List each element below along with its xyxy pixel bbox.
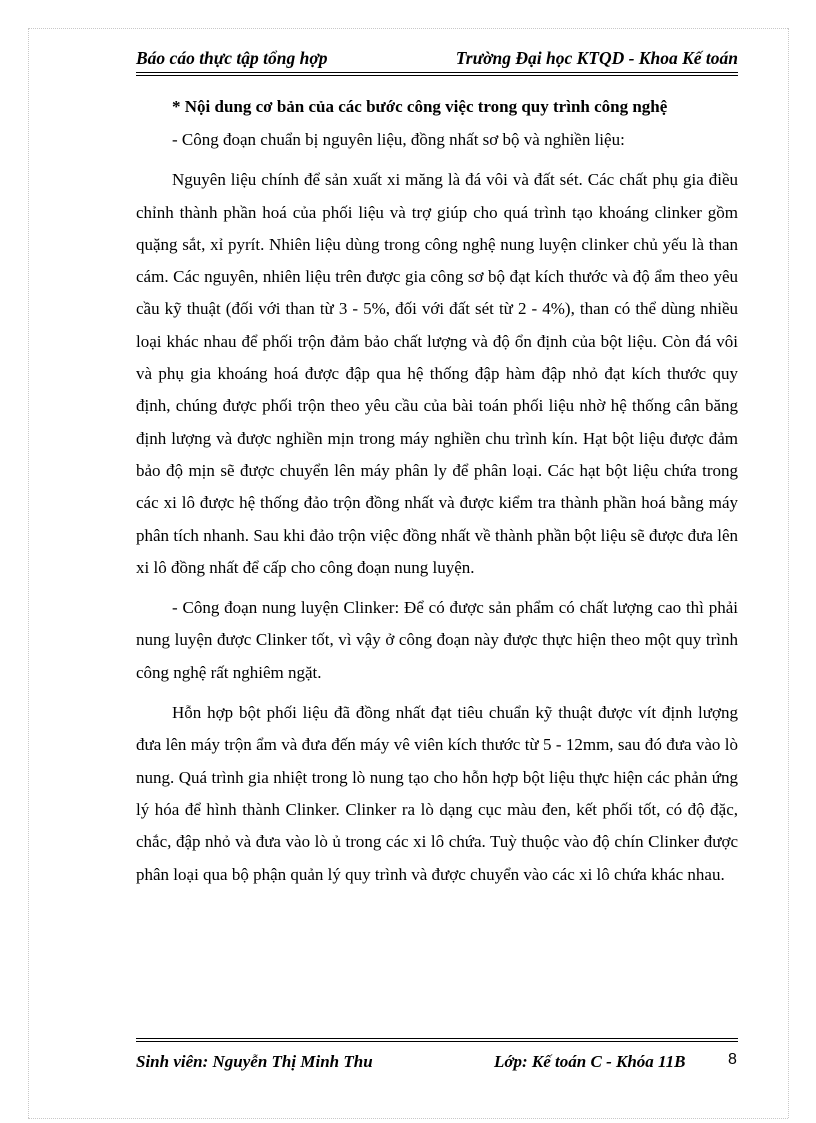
header-report-title: Báo cáo thực tập tổng hợp (136, 48, 328, 68)
header-rule (136, 72, 738, 76)
page-footer (136, 1038, 738, 1078)
paragraph-clinker-process: Hỗn hợp bột phối liệu đã đồng nhất đạt tiêu chuẩn kỹ thuật được vít định lượng đưa lên máy trộn ẩm và đưa đến máy vê viên kích thước từ 5 - 12mm, sau đó đưa vào lò nung. Quá trình gia nhiệt trong lò nung tạo cho hỗn hợp bột liệu thực hiện các phản ứng lý hóa để hình thành Clinker. Clinker ra lò dạng cục màu đen, kết phối tốt, có độ đặc, chắc, đập nhỏ và đưa vào lò ủ trong các xi lô chứa. Tuỳ thuộc vào độ chín Clinker được phân loại qua bộ phận quản lý quy trình và được chuyển vào các xi lô chứa khác nhau. (136, 703, 738, 884)
page-number: 8 (728, 1051, 737, 1068)
paragraph-prep-heading: - Công đoạn chuẩn bị nguyên liệu, đồng nhất sơ bộ và nghiền liệu: (172, 130, 625, 149)
page-content (136, 90, 738, 891)
paragraph-raw-materials: Nguyên liệu chính để sản xuất xi măng là đá vôi và đất sét. Các chất phụ gia điều chỉnh thành phần hoá của phối liệu và trợ giúp cho quá trình tạo khoáng clinker gồm quặng sắt, xỉ pyrít. Nhiên liệu dùng trong công nghệ nung luyện clinker chủ yếu là than cám. Các nguyên, nhiên liệu trên được gia công sơ bộ đạt kích thước và độ ẩm theo yêu cầu kỹ thuật (đối với than từ 3 - 5%, đối với đất sét từ 2 - 4%), than có thể dùng nhiều loại khác nhau để phối trộn đảm bảo chất lượng và độ ổn định của bột liệu. Còn đá vôi và phụ gia khoáng hoá được đập qua hệ thống đập hàm đập nhỏ đạt kích thước quy định, chúng được phối trộn theo yêu cầu của bài toán phối liệu nhờ hệ thống cân băng định lượng và được nghiền mịn trong máy nghiền chu trình kín. Hạt bột liệu được đảm bảo độ mịn sẽ được chuyển lên máy phân ly để phân loại. Các hạt bột liệu chứa trong các xi lô được hệ thống đảo trộn đồng nhất và được kiểm tra thành phần hoá bằng máy phân tích nhanh. Sau khi đảo trộn việc đồng nhất về thành phần bột liệu sẽ được đưa lên xi lô đồng nhất để cấp cho công đoạn nung luyện. (136, 170, 738, 577)
header-school-name: Trường Đại học KTQD - Khoa Kế toán (455, 48, 738, 68)
section-title: * Nội dung cơ bản của các bước công việc trong quy trình công nghệ (172, 97, 668, 116)
footer-student-name: Sinh viên: Nguyễn Thị Minh Thu (136, 1052, 373, 1071)
footer-rule (136, 1038, 738, 1042)
footer-class-name: Lớp: Kế toán C - Khóa 11B (494, 1052, 686, 1071)
paragraph-clinker-heading: - Công đoạn nung luyện Clinker: Để có được sản phẩm có chất lượng cao thì phải nung luyện được Clinker tốt, vì vậy ở công đoạn này được thực hiện theo một quy trình công nghệ rất nghiêm ngặt. (136, 598, 738, 682)
page-border-bottom (28, 1118, 788, 1119)
page-border-left (28, 28, 29, 1118)
page-border-right (788, 28, 789, 1118)
page-border-top (28, 28, 788, 29)
page-header (136, 46, 738, 76)
